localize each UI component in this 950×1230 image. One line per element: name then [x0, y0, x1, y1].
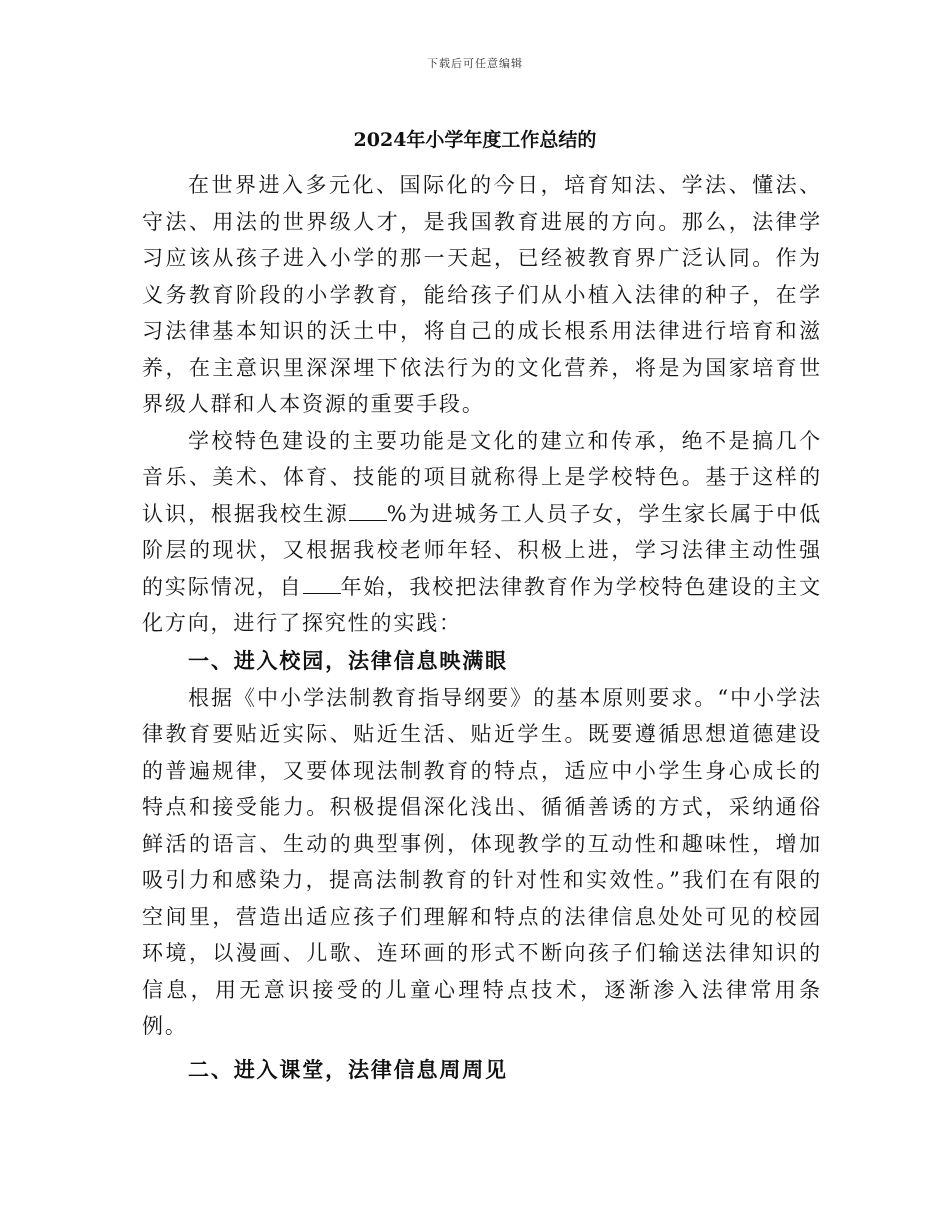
section-heading-2: 二、进入课堂，法律信息周周见	[188, 1056, 508, 1082]
document-title: 2024年小学年度工作总结的	[353, 129, 597, 151]
fill-blank-percentage	[349, 502, 387, 521]
paragraph-intro: 在世界进入多元化、国际化的今日，培育知法、学法、懂法、守法、用法的世界级人才，是我国教育进展的方向。那么，法律学习应该从孩子进入小学的那一天起，已经被教育界广泛认同。作为义务教育阶段的小学教育，能给孩子们从小植入法律的种子，在学习法律基本知识的沃土中，将自己的成长根系用法律进行培育和滋养，在主意识里深深埋下依法行为的文化营养，将是为国家培育世界级人群和人本资源的重要手段。	[142, 173, 822, 416]
paragraph-school-feature-part-3: 年始，我校把法律教育作为学校特色建设的主文化方向，进行了探究性的实践：	[142, 574, 822, 635]
fill-blank-year	[303, 575, 341, 594]
paragraph-school-feature	[142, 423, 822, 642]
document-body	[142, 167, 822, 1089]
paragraph-school-feature-part-1: 学校特色建设的主要功能是文化的建立和传承，绝不是搞几个音乐、美术、体育、技能的项目就称得上是学校特色。基于这样的认识，根据我校生源	[142, 428, 822, 526]
paragraph-school-feature-part-2: %为进城务工人员子女，学生家长属于中低阶层的现状，又根据我校老师年轻、积极上进，学习法律主动性强的实际情况，自	[142, 501, 822, 599]
section-heading-1: 一、进入校园，法律信息映满眼	[188, 647, 508, 673]
header-note: 下载后可任意编辑	[427, 57, 523, 70]
paragraph-campus: 根据《中小学法制教育指导纲要》的基本原则要求。“中小学法律教育要贴近实际、贴近生活、贴近学生。既要遵循思想道德建设的普遍规律，又要体现法制教育的特点，适应中小学生身心成长的特点和接受能力。积极提倡深化浅出、循循善诱的方式，采纳通俗鲜活的语言、生动的典型事例，体现教学的互动性和趣味性，增加吸引力和感染力，提高法制教育的针对性和实效性。”我们在有限的空间里，营造出适应孩子们理解和特点的法律信息处处可见的校园环境，以漫画、儿歌、连环画的形式不断向孩子们输送法律知识的信息，用无意识接受的儿童心理特点技术，逐渐渗入法律常用条例。	[142, 685, 822, 1038]
